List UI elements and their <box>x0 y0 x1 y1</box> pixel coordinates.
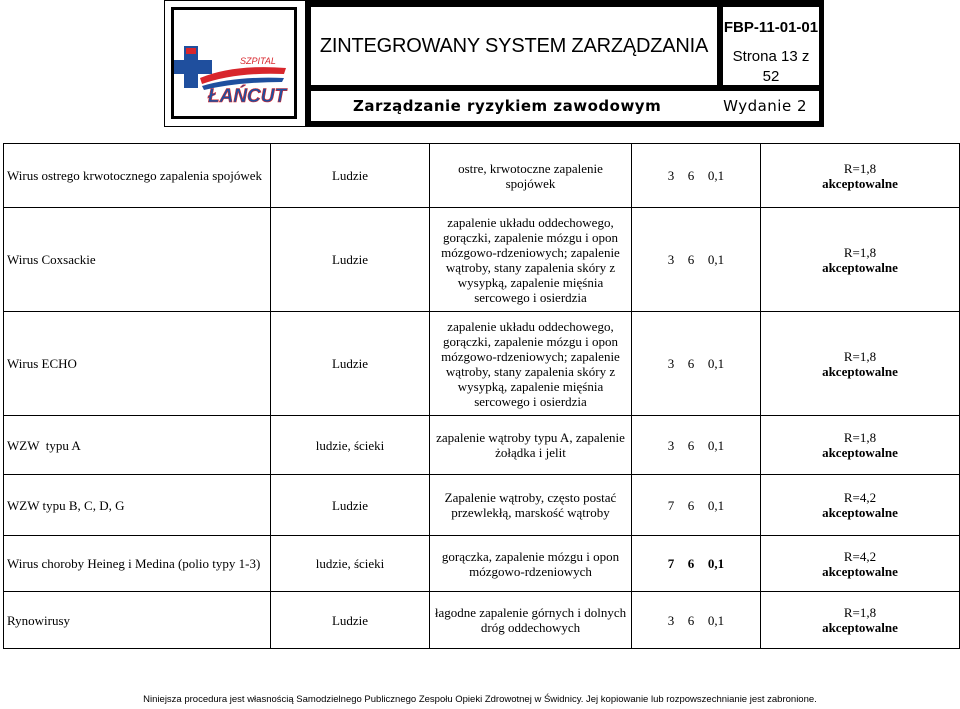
logo-cell <box>165 1 306 126</box>
factor-b: 6 <box>687 252 695 267</box>
risk-status: akceptowalne <box>822 175 898 191</box>
subtitle-cell <box>305 89 823 126</box>
table-row <box>4 475 960 536</box>
risk-factors <box>632 416 761 475</box>
factor-a: 3 <box>667 356 675 371</box>
agent-name: Wirus ECHO <box>4 312 271 416</box>
risk-status: akceptowalne <box>822 505 898 520</box>
reservoir: Ludzie <box>271 592 430 649</box>
code-cell <box>721 1 823 89</box>
risk-factors <box>632 144 761 208</box>
risk-assessment <box>761 475 960 536</box>
agent-name: Wirus choroby Heineg i Medina (polio typy 1-3) <box>4 536 271 592</box>
factor-b: 6 <box>687 168 695 183</box>
risk-value: R=4,2 <box>843 490 877 505</box>
factor-p: 0,1 <box>707 356 725 371</box>
factor-a: 3 <box>667 437 675 453</box>
risk-status: akceptowalne <box>822 620 898 635</box>
risk-assessment <box>761 208 960 312</box>
factor-a: 7 <box>667 497 675 513</box>
factor-p: 0,1 <box>707 497 725 513</box>
agent-name: Wirus Coxsackie <box>4 208 271 312</box>
reservoir: Ludzie <box>271 208 430 312</box>
risk-status: akceptowalne <box>822 445 898 460</box>
document-subtitle: Zarządzanie ryzykiem zawodowym <box>353 97 662 115</box>
risk-assessment <box>761 416 960 475</box>
edition-label: Wydanie 2 <box>723 97 807 115</box>
logo-text-top: SZPITAL <box>240 56 276 66</box>
page-number-line2: 52 <box>762 68 780 85</box>
risk-status: akceptowalne <box>822 563 898 579</box>
risk-value: R=1,8 <box>843 244 877 260</box>
document-header <box>164 0 824 127</box>
document-code: FBP-11-01-01 <box>723 19 819 36</box>
factor-p: 0,1 <box>707 168 725 183</box>
agent-name: WZW typu B, C, D, G <box>4 475 271 536</box>
table-row <box>4 208 960 312</box>
risk-value: R=1,8 <box>843 348 877 364</box>
title-cell <box>305 1 721 89</box>
table-row <box>4 536 960 592</box>
factor-b: 6 <box>687 437 695 453</box>
factor-a: 3 <box>667 168 675 183</box>
disease-description: zapalenie układu oddechowego, gorączki, zapalenie mózgu i opon mózgowo-rdzeniowych; zapalenie wątroby, stany zapalenia skóry z wysypką, zapalenie mięśnia sercowego i osierdzia <box>430 312 632 416</box>
disease-description: zapalenie układu oddechowego, gorączki, zapalenie mózgu i opon mózgowo-rdzeniowych; zapalenie wątroby, stany zapalenia skóry z wysypką, zapalenie mięśnia sercowego i osierdzia <box>430 208 632 312</box>
risk-status: akceptowalne <box>822 363 898 379</box>
reservoir: ludzie, ścieki <box>271 536 430 592</box>
reservoir: Ludzie <box>271 475 430 536</box>
footer-notice: Niniejsza procedura jest własnością Samodzielnego Publicznego Zespołu Opieki Zdrowotnej w Świdnicy. Jej kopiowanie lub rozpowszechnianie jest zabronione. <box>143 694 817 705</box>
table-row <box>4 144 960 208</box>
risk-value: R=4,2 <box>843 548 877 564</box>
table-row <box>4 592 960 649</box>
factor-p: 0,1 <box>707 252 725 267</box>
risk-factors <box>632 536 761 592</box>
reservoir: Ludzie <box>271 312 430 416</box>
disease-description: gorączka, zapalenie mózgu i opon mózgowo-rdzeniowych <box>430 536 632 592</box>
factor-a: 3 <box>667 612 675 628</box>
hospital-logo <box>174 10 294 116</box>
risk-assessment <box>761 144 960 208</box>
risk-factors <box>632 208 761 312</box>
page-number-line1: Strona 13 z <box>732 48 810 65</box>
table-row <box>4 312 960 416</box>
risk-value: R=1,8 <box>843 160 877 176</box>
disease-description: ostre, krwotoczne zapalenie spojówek <box>430 144 632 208</box>
factor-b: 6 <box>687 356 695 371</box>
page-number <box>723 47 819 87</box>
factor-p: 0,1 <box>707 612 725 628</box>
risk-factors <box>632 312 761 416</box>
factor-b: 6 <box>687 556 695 571</box>
risk-factors <box>632 592 761 649</box>
reservoir: ludzie, ścieki <box>271 416 430 475</box>
risk-factors <box>632 475 761 536</box>
agent-name: WZW typu A <box>4 416 271 475</box>
risk-value: R=1,8 <box>843 605 877 620</box>
risk-assessment <box>761 536 960 592</box>
factor-b: 6 <box>687 497 695 513</box>
risk-status: akceptowalne <box>822 259 898 275</box>
factor-a: 3 <box>667 252 675 267</box>
logo-text-main: ŁAŃCUT <box>208 86 287 107</box>
agent-name: Rynowirusy <box>4 592 271 649</box>
risk-value: R=1,8 <box>843 430 877 445</box>
reservoir: Ludzie <box>271 144 430 208</box>
factor-a: 7 <box>667 556 675 571</box>
disease-description: Zapalenie wątroby, często postać przewlekłą, marskość wątroby <box>430 475 632 536</box>
disease-description: zapalenie wątroby typu A, zapalenie żołądka i jelit <box>430 416 632 475</box>
hazard-table <box>3 143 960 649</box>
agent-name: Wirus ostrego krwotocznego zapalenia spojówek <box>4 144 271 208</box>
disease-description: łagodne zapalenie górnych i dolnych dróg oddechowych <box>430 592 632 649</box>
factor-b: 6 <box>687 612 695 628</box>
factor-p: 0,1 <box>707 437 725 453</box>
table-row <box>4 416 960 475</box>
risk-assessment <box>761 592 960 649</box>
system-title: ZINTEGROWANY SYSTEM ZARZĄDZANIA <box>319 34 709 57</box>
risk-assessment <box>761 312 960 416</box>
factor-p: 0,1 <box>707 556 725 571</box>
